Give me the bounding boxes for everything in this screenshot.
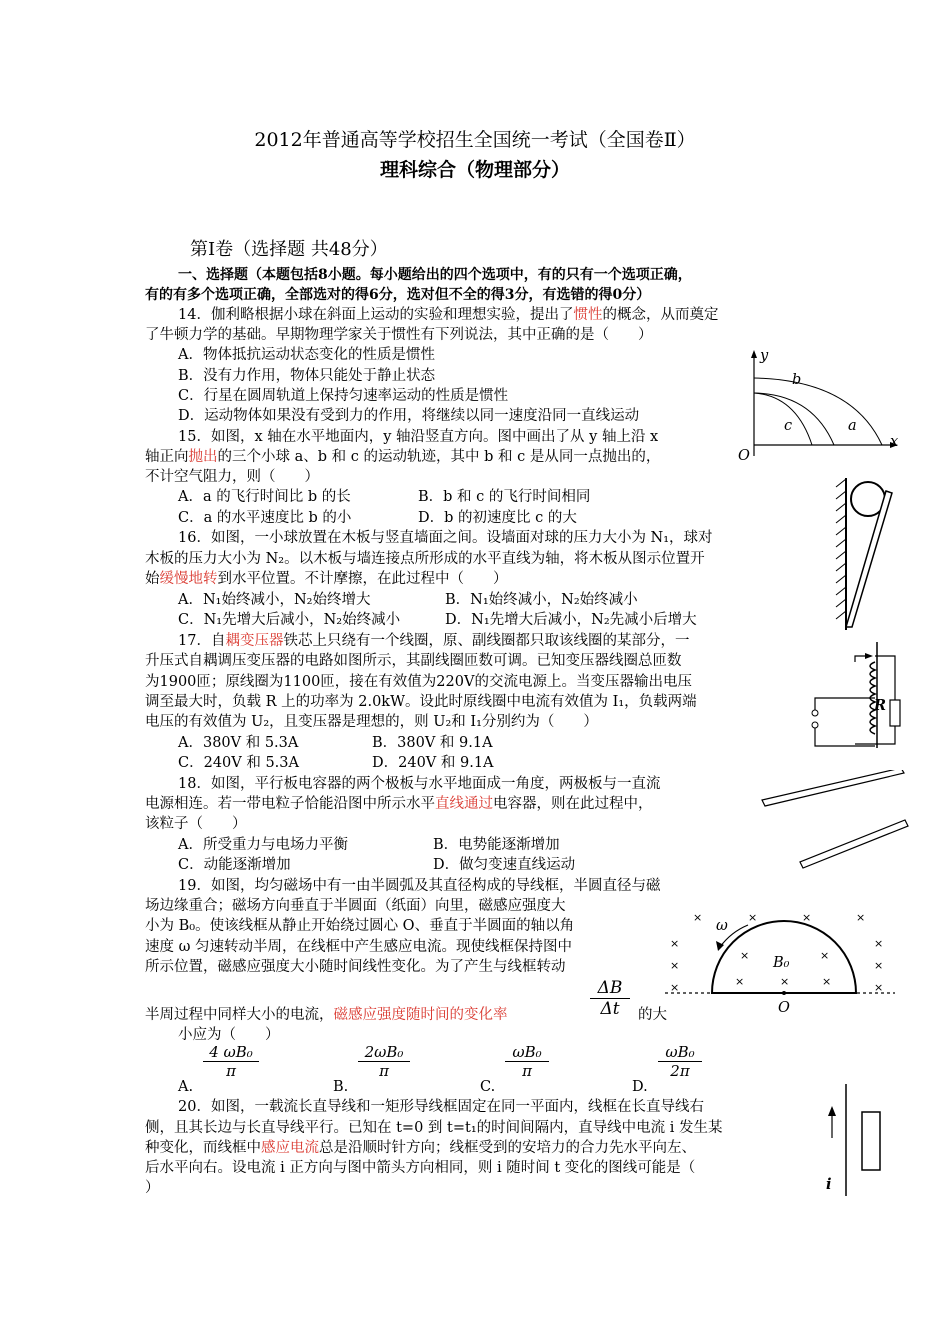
output-wire-top [875, 656, 895, 700]
q18-capacitor-figure [760, 770, 910, 870]
svg-text:×: × [802, 911, 812, 924]
q20-wire-loop-figure [820, 1080, 900, 1200]
q14-option-a: A．物体抵抗运动状态变化的性质是惯性 [178, 347, 435, 363]
q19-option-a-letter: A. [178, 1079, 194, 1095]
q19-line5: 所示位置，磁感应强度大小随时间线性变化。为了产生与线框转动 [145, 959, 566, 975]
q17-label-r: R [874, 697, 887, 714]
output-wire-bottom [855, 726, 895, 744]
svg-text:×: × [874, 981, 884, 994]
current-arrow-head [828, 1106, 836, 1116]
q16-line2: 木板的压力大小为 N₂。以木板与墙连接点所形成的水平直线为轴，将木板从图示位置开 [145, 551, 705, 567]
q18-option-c: C．动能逐渐增加 [178, 857, 291, 873]
q19-label-o: O [778, 1000, 790, 1016]
svg-text:×: × [693, 911, 703, 924]
q15-label-o: O [738, 448, 750, 464]
q19-option-a-fraction: $\frac{\text{4 ωB₀}}{\pi}$ [203, 1043, 259, 1080]
field-marks [670, 911, 883, 994]
q18-option-a: A．所受重力与电场力平衡 [178, 837, 348, 853]
q15-label-c: c [784, 418, 793, 434]
q15-label-a: a [848, 418, 857, 434]
q19-option-b-fraction: $\frac{\text{2ωB₀}}{\pi}$ [358, 1043, 410, 1080]
q19-highlight: 磁感应强度随时间的变化率 [333, 1007, 508, 1023]
q16-option-b: B．N₁始终减小，N₂始终减小 [445, 592, 638, 608]
q18-option-d: D．做匀变速直线运动 [433, 857, 576, 873]
q15-line1: 15．如图，x 轴在水平地面内，y 轴沿竖直方向。图中画出了从 y 轴上沿 x [178, 429, 659, 445]
q17-line1: 17．自耦变压器铁芯上只绕有一个线圈，原、副线圈都只取该线圈的某部分，一 [178, 633, 690, 649]
rectangular-loop [862, 1112, 880, 1170]
q15-option-b: B．b 和 c 的飞行时间相同 [418, 489, 591, 505]
svg-text:×: × [670, 959, 680, 972]
q16-option-c: C．N₁先增大后减小，N₂始终减小 [178, 612, 401, 628]
q19-option-c-fraction: $\frac{\text{ωB₀}}{\pi}$ [505, 1043, 549, 1080]
q16-wall-board-figure [832, 475, 902, 635]
wall-hatching [836, 479, 846, 619]
load-resistor [890, 700, 900, 726]
q16-option-a: A．N₁始终减小，N₂始终增大 [178, 592, 371, 608]
q17-line2: 升压式自耦调压变压器的电路如图所示，其副线圈匝数可调。已知变压器线圈总匝数 [145, 653, 682, 669]
q19-line7: 小应为（ ） [178, 1027, 280, 1043]
svg-text:×: × [740, 949, 750, 962]
q15-line2: 轴正向抛出的三个小球 a、b 和 c 的运动轨迹，其中 b 和 c 是从同一点抛出的， [145, 449, 661, 465]
q15-line3: 不计空气阻力，则（ ） [145, 469, 319, 485]
q18-highlight: 直线通过 [435, 796, 493, 812]
input-wire-bottom [815, 728, 875, 746]
q19-line1: 19．如图，均匀磁场中有一由半圆弧及其直径构成的导线框，半圆直径与磁 [178, 878, 661, 894]
q18-option-b: B．电势能逐渐增加 [433, 837, 560, 853]
q19-label-b0: B₀ [773, 955, 790, 971]
q16-line3: 始缓慢地转到水平位置。不计摩擦，在此过程中（ ） [145, 571, 508, 587]
q14-option-b: B．没有力作用，物体只能处于静止状态 [178, 368, 436, 384]
q19-line4: 速度 ω 匀速转动半周，在线框中产生感应电流。现使线框保持图中 [145, 939, 573, 955]
q20-label-i: i [826, 1176, 832, 1193]
instructions-line2: 有的有多个选项正确，全部选对的得6分，选对但不全的得3分，有选错的得0分） [145, 287, 651, 303]
q16-highlight: 缓慢地转 [159, 571, 218, 587]
q16-line1: 16．如图，一小球放置在木板与竖直墙面之间。设墙面对球的压力大小为 N₁，球对 [178, 530, 713, 546]
q15-option-d: D．b 的初速度比 c 的大 [418, 510, 577, 526]
q18-line1: 18．如图，平行板电容器的两个极板与水平地面成一角度，两极板与一直流 [178, 776, 661, 792]
center-point [782, 991, 786, 995]
q17-option-a: A．380V 和 5.3A [178, 735, 299, 751]
q18-line2: 电源相连。若一带电粒子恰能沿图中所示水平直线通过电容器，则在此过程中， [145, 796, 653, 812]
svg-text:×: × [735, 975, 745, 988]
q14-option-c: C．行星在圆周轨道上保持匀速率运动的性质是惯性 [178, 388, 509, 404]
lower-plate [800, 820, 908, 868]
q19-option-d-letter: D. [632, 1079, 648, 1095]
svg-text:×: × [820, 949, 830, 962]
exam-subtitle: 理科综合（物理部分） [379, 159, 570, 181]
q19-option-c-letter: C. [480, 1079, 496, 1095]
trajectory-a [754, 378, 882, 445]
svg-text:×: × [670, 937, 680, 950]
upper-plate [762, 770, 904, 806]
exam-title: 2012年普通高等学校招生全国统一考试（全国卷Ⅱ） [254, 129, 696, 151]
q20-line3: 种变化，而线框中感应电流总是沿顺时针方向；线框受到的安培力的合力先水平向左、 [145, 1140, 696, 1156]
svg-text:×: × [748, 911, 758, 924]
section-title: 第Ⅰ卷（选择题 共48分） [190, 239, 388, 260]
q17-line5: 电压的有效值为 U₂，且变压器是理想的，则 U₂和 I₁分别约为（ ） [145, 714, 598, 730]
svg-text:×: × [874, 959, 884, 972]
q15-option-a: A．a 的飞行时间比 b 的长 [178, 489, 351, 505]
input-terminal-bottom [812, 722, 818, 728]
q17-line4: 调至最大时，负载 R 上的功率为 2.0kW。设此时原线圈中电流有效值为 I₁，负载两端 [145, 694, 697, 710]
q19-option-d-fraction: $\frac{\text{ωB₀}}{2\pi}$ [658, 1043, 702, 1080]
q19-option-b-letter: B. [333, 1079, 349, 1095]
q14-line2: 了牛顿力学的基础。早期物理学家关于惯性有下列说法，其中正确的是（ ） [145, 327, 653, 343]
q15-label-y: y [760, 348, 769, 364]
svg-text:×: × [780, 975, 790, 988]
tap-arrow [865, 653, 873, 659]
q15-highlight: 抛出 [188, 449, 218, 465]
q15-label-x: x [890, 434, 899, 450]
svg-text:×: × [874, 937, 884, 950]
q18-line3: 该粒子（ ） [145, 816, 247, 832]
trajectory-c [754, 393, 812, 445]
q20-line1: 20．如图，一载流长直导线和一矩形导线框固定在同一平面内，线框在长直导线右 [178, 1099, 704, 1115]
q19-line3: 小为 B₀。使该线框从静止开始绕过圆心 O、垂直于半圆面的轴以角 [145, 918, 575, 934]
q14-option-d: D．运动物体如果没有受到力的作用，将继续以同一速度沿同一直线运动 [178, 408, 640, 424]
q19-rate-fraction: $\frac{\Delta B}{\Delta t}$ [590, 978, 630, 1019]
input-terminal-top [812, 710, 818, 716]
q19-line2: 场边缘重合；磁场方向垂直于半圆面（纸面）向里，磁感应强度大 [145, 898, 566, 914]
svg-text:×: × [670, 981, 680, 994]
q17-option-b: B．380V 和 9.1A [372, 735, 493, 751]
q20-line5: ） [145, 1180, 160, 1196]
svg-text:×: × [822, 975, 832, 988]
q17-line3: 为1900匝；原线圈为1100匝，接在有效值为220V的交流电源上。当变压器输出电压 [145, 674, 692, 690]
q19-label-omega: ω [716, 918, 728, 934]
q16-option-d: D．N₁先增大后减小，N₂先减小后增大 [445, 612, 697, 628]
q15-trajectory-figure [732, 348, 902, 468]
q20-line2: 侧，且其长边与长直导线平行。已知在 t=0 到 t=t₁的时间间隔内，直导线中电流 i 发生某 [145, 1120, 723, 1136]
svg-text:×: × [856, 911, 866, 924]
trajectory-b [754, 393, 834, 445]
q20-highlight: 感应电流 [261, 1140, 319, 1156]
q15-label-b: b [792, 372, 802, 388]
q19-line6: 半周过程中同样大小的电流，磁感应强度随时间的变化率 [145, 1007, 508, 1023]
q14-highlight: 惯性 [573, 307, 603, 323]
q19-line6-end: 的大 [638, 1007, 667, 1023]
y-axis-arrow [751, 350, 757, 358]
q17-circuit-figure [795, 640, 910, 755]
q17-option-d: D．240V 和 9.1A [372, 755, 494, 771]
input-wire-top [815, 698, 875, 710]
instructions-line1: 一、选择题（本题包括8小题。每小题给出的四个选项中，有的只有一个选项正确， [178, 267, 692, 283]
q17-option-c: C．240V 和 5.3A [178, 755, 299, 771]
q17-highlight: 耦变压器 [225, 633, 284, 649]
q14-line1: 14．伽利略根据小球在斜面上运动的实验和理想实验，提出了惯性的概念，从而奠定 [178, 307, 719, 323]
q20-line4: 后水平向右。设电流 i 正方向与图中箭头方向相同，则 i 随时间 t 变化的图线可能是（ [145, 1160, 696, 1176]
q15-option-c: C．a 的水平速度比 b 的小 [178, 510, 352, 526]
